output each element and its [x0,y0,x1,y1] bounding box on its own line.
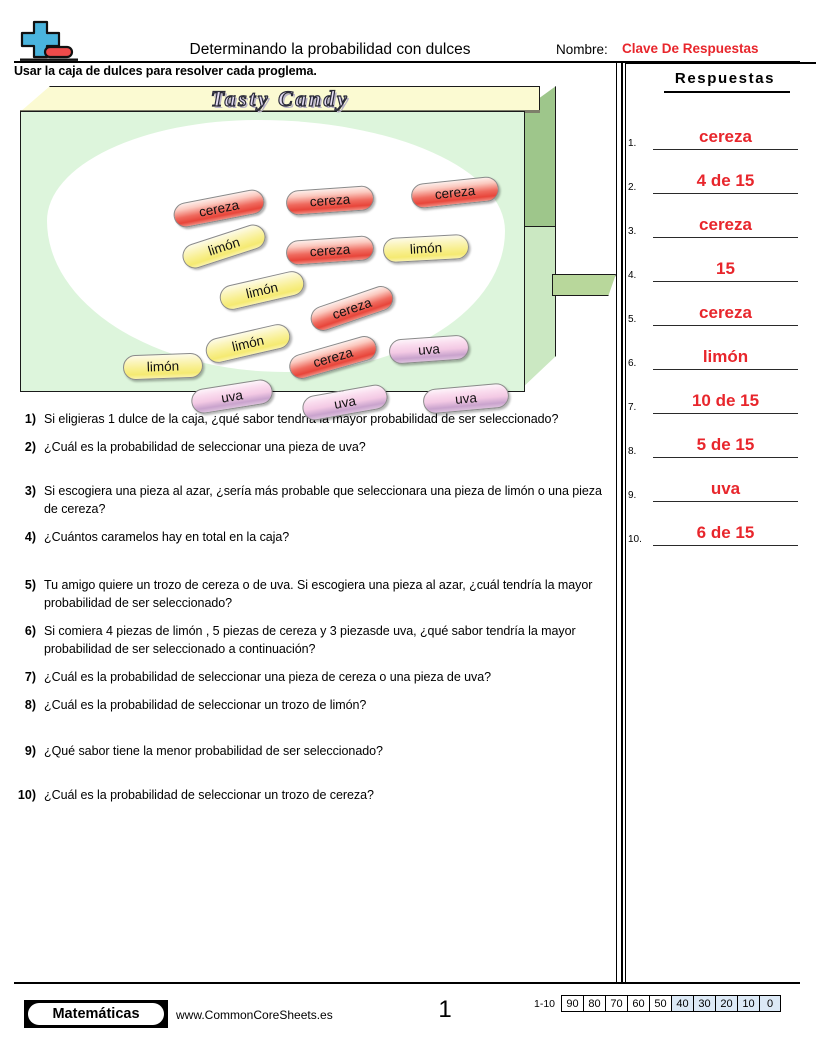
answer-number: 3. [628,226,637,237]
candy-piece-cereza: cereza [171,187,266,229]
answers-panel-top-rule [625,62,816,64]
answer-value: 6 de 15 [696,523,755,542]
candy-box-flap [552,274,616,296]
answer-value: 15 [716,259,735,278]
question-text: Si escogiera una pieza al azar, ¿sería más probable que seleccionara una pieza de limón o una pieza de cereza? [44,484,602,516]
score-cell[interactable]: 50 [649,995,671,1012]
answer-row [628,370,798,414]
subject-badge-label: Matemáticas [28,1003,164,1025]
score-cell[interactable]: 20 [715,995,737,1012]
candy-piece-cereza: cereza [286,333,379,382]
candy-piece-uva: uva [422,382,510,414]
answer-number: 7. [628,402,637,413]
question-text: ¿Cuál es la probabilidad de seleccionar un trozo de cereza? [44,788,374,802]
question-number: 1) [24,412,36,426]
name-value: Clave De Respuestas [622,41,759,56]
answer-number: 2. [628,182,637,193]
answer-value: cereza [699,303,752,322]
candy-piece-uva: uva [190,378,275,416]
question-item [14,438,606,456]
candy-box-illustration [14,86,600,412]
score-range-label: 1-10 [534,997,556,1010]
vertical-divider-right [625,62,626,982]
answer-number: 10. [628,534,642,545]
answer-value: cereza [699,127,752,146]
question-text: ¿Cuál es la probabilidad de seleccionar una pieza de uva? [44,440,366,454]
candy-piece-cereza: cereza [410,175,500,209]
page-number: 1 [438,996,452,1023]
answer-value: cereza [699,215,752,234]
name-label: Nombre: [556,42,608,57]
score-table [528,995,781,1012]
question-item [14,528,606,546]
site-url: www.CommonCoreSheets.es [176,1008,333,1022]
question-item [14,622,606,658]
question-number: 2) [24,440,36,454]
answers-heading: Respuestas [674,70,776,87]
answer-number: 4. [628,270,637,281]
answers-heading-underline [664,91,790,93]
candy-box-brand-title: Tasty Candy [210,86,350,111]
candy-piece-limon: limón [203,322,292,366]
question-number: 10) [17,788,36,802]
question-item [14,696,606,714]
candy-piece-limon: limón [217,269,306,313]
candy-piece-uva: uva [300,383,389,423]
candy-box-front-panel [20,111,525,412]
score-cell[interactable]: 80 [583,995,605,1012]
candy-piece-limon: limón [123,353,204,381]
candy-box-side-lower [520,226,556,390]
question-text: ¿Cuál es la probabilidad de seleccionar una pieza de cereza o una pieza de uva? [44,670,492,684]
answer-row [628,458,798,502]
candy-piece-cereza: cereza [307,283,396,335]
answer-row [628,282,798,326]
question-text: Si comiera 4 piezas de limón , 5 piezas de cereza y 3 piezasde uva, ¿qué sabor tendría la mayor probabilidad de ser seleccionado a continuación? [44,624,576,656]
instruction-text: Usar la caja de dulces para resolver cada proglema. [14,64,317,78]
question-number: 8) [24,698,36,712]
answer-value: uva [710,479,741,498]
answer-row [628,326,798,370]
answer-value: 5 de 15 [696,435,755,454]
question-item [14,482,606,518]
score-cell[interactable]: 70 [605,995,627,1012]
question-text: Tu amigo quiere un trozo de cereza o de uva. Si escogiera una pieza al azar, ¿cuál tendría la mayor probabilidad de ser seleccionado? [44,578,593,610]
candy-piece-limon: limón [179,221,269,271]
candy-piece-uva: uva [388,334,470,365]
question-item [14,786,606,804]
answer-row [628,238,798,282]
candy-piece-cereza: cereza [285,235,375,266]
score-cell[interactable]: 90 [561,995,583,1012]
subject-badge [24,1000,168,1028]
question-number: 3) [24,484,36,498]
vertical-divider-left [616,62,617,982]
page-header [0,0,816,64]
score-cells [561,995,781,1012]
score-cell[interactable]: 10 [737,995,759,1012]
score-cell[interactable]: 0 [759,995,781,1012]
answer-number: 8. [628,446,637,457]
answer-value: limón [702,347,749,366]
question-number: 5) [24,578,36,592]
question-text: ¿Qué sabor tiene la menor probabilidad de ser seleccionado? [44,744,383,758]
candy-piece-limon: limón [382,234,469,263]
answer-row [628,150,798,194]
answer-value: 4 de 15 [696,171,755,190]
score-cell[interactable]: 60 [627,995,649,1012]
answer-number: 5. [628,314,637,325]
answer-row [628,106,798,150]
answer-number: 9. [628,490,637,501]
score-cell[interactable]: 30 [693,995,715,1012]
question-item [14,742,606,760]
candy-piece-cereza: cereza [285,185,375,216]
questions-list [14,410,606,812]
answer-row [628,194,798,238]
question-text: Si eligieras 1 dulce de la caja, ¿qué sabor tendría la mayor probabilidad de ser seleccionado? [44,412,559,426]
question-item [14,668,606,686]
question-number: 9) [24,744,36,758]
question-number: 6) [24,624,36,638]
answer-number: 6. [628,358,637,369]
question-item [14,576,606,612]
question-text: ¿Cuántos caramelos hay en total en la caja? [44,530,290,544]
answer-number: 1. [628,138,637,149]
answer-value: 10 de 15 [691,391,760,410]
plus-minus-logo-icon [14,18,82,62]
question-number: 4) [24,530,36,544]
score-cell[interactable]: 40 [671,995,693,1012]
question-text: ¿Cuál es la probabilidad de seleccionar un trozo de limón? [44,698,367,712]
answer-row [628,414,798,458]
answer-row [628,502,798,546]
question-number: 7) [24,670,36,684]
footer-divider [14,982,800,984]
page-title: Determinando la probabilidad con dulces [189,41,471,58]
answer-write-line[interactable] [653,545,798,546]
vertical-divider-mid [621,62,623,982]
